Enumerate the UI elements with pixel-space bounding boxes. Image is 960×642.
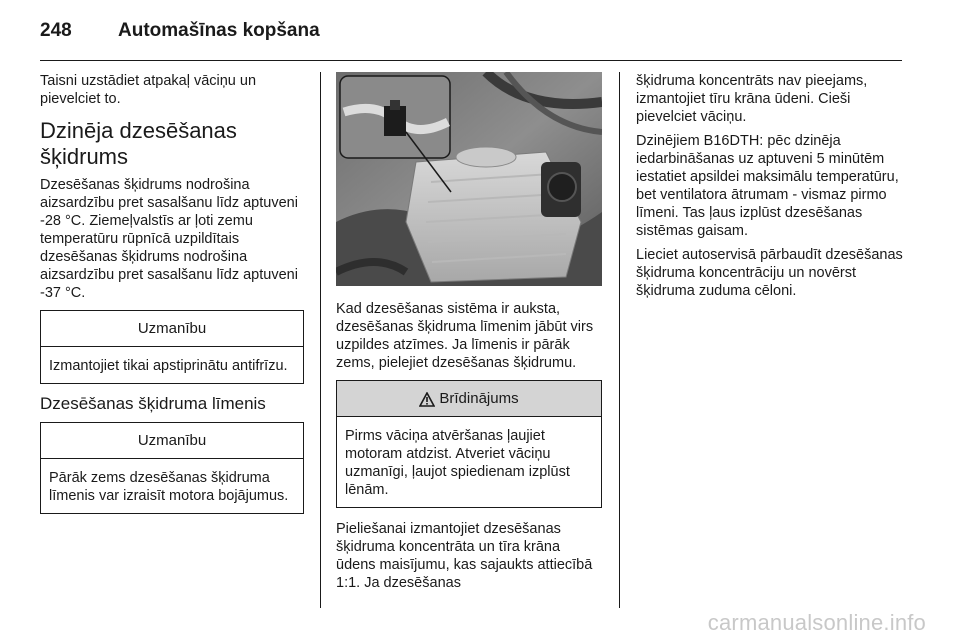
- page-number: 248: [40, 20, 72, 41]
- column-divider-2: [619, 72, 620, 608]
- caution-box-level: [40, 422, 304, 514]
- column-2: [336, 72, 602, 598]
- continuation-paragraph: šķidruma koncentrāts nav pieejams, izmantojiet tīru krāna ūdeni. Cieši pievelciet vāciņu.: [636, 73, 868, 125]
- warning-box: [336, 380, 602, 508]
- chapter-title: Automašīnas kopšana: [118, 20, 320, 41]
- column-1: [40, 72, 304, 514]
- warning-box-body: Pirms vāciņa atvēršanas ļaujiet motoram atdzist. Atveriet vāciņu uzmanīgi, ļaujot spiedienam izplūst lēnām.: [345, 428, 570, 498]
- header-rule: [40, 60, 902, 61]
- column-divider-1: [320, 72, 321, 608]
- caution-box-title: Uzmanību: [41, 423, 303, 459]
- level-paragraph: Kad dzesēšanas sistēma ir auksta, dzesēšanas šķidruma līmenim jābūt virs uzpildes atzīmes. Ja līmenis ir pārāk zems, pielejiet dzesēšanas šķidrumu.: [336, 301, 594, 371]
- engine-bay-photo: [336, 72, 602, 286]
- caution-box-body: Izmantojiet tikai apstiprinātu antifrīzu.: [49, 358, 288, 374]
- warning-triangle-icon: [419, 392, 435, 407]
- b16dth-paragraph: Dzinējiem B16DTH: pēc dzinēja iedarbināšanas uz aptuveni 5 minūtēm iestatiet apsildei maksimālu temperatūru, bet ventilatora ātrumam - vismaz pirmo līmeni. Tas ļaus izplūst dzesēšanas sistēmas gaisam.: [636, 133, 899, 239]
- intro-paragraph: Taisni uzstādiet atpakaļ vāciņu un pievelciet to.: [40, 73, 257, 107]
- caution-box-body: Pārāk zems dzesēšanas šķidruma līmenis var izraisīt motora bojājumus.: [49, 470, 289, 504]
- column-3: [636, 72, 906, 306]
- coolant-paragraph: Dzesēšanas šķidrums nodrošina aizsardzību pret sasalšanu līdz aptuveni -28 °C. Ziemeļvalstīs ar ļoti zemu temperatūru rūpnīcā uzpildītais dzesēšanas šķidrums nodrošina aizsardzību pret sasalšanu līdz aptuveni -37 °C.: [40, 177, 298, 301]
- subsection-heading-coolant-level: Dzesēšanas šķidruma līmenis: [40, 394, 266, 413]
- caution-box-title: Uzmanību: [41, 311, 303, 347]
- mixture-paragraph: Pieliešanai izmantojiet dzesēšanas šķidruma koncentrāta un tīra krāna ūdens maisījumu, kas sajaukts attiecībā 1:1. Ja dzesēšanas: [336, 521, 593, 591]
- warning-box-title: Brīdinājums: [439, 390, 519, 407]
- watermark: carmanualsonline.info: [707, 610, 926, 635]
- caution-box-antifreeze: [40, 310, 304, 384]
- page-header: [40, 20, 320, 46]
- service-paragraph: Lieciet autoservisā pārbaudīt dzesēšanas šķidruma koncentrāciju un novērst šķidruma zuduma cēloni.: [636, 247, 903, 299]
- warning-box-header: [337, 381, 601, 417]
- section-heading-coolant: Dzinēja dzesēšanas šķidrums: [40, 118, 237, 169]
